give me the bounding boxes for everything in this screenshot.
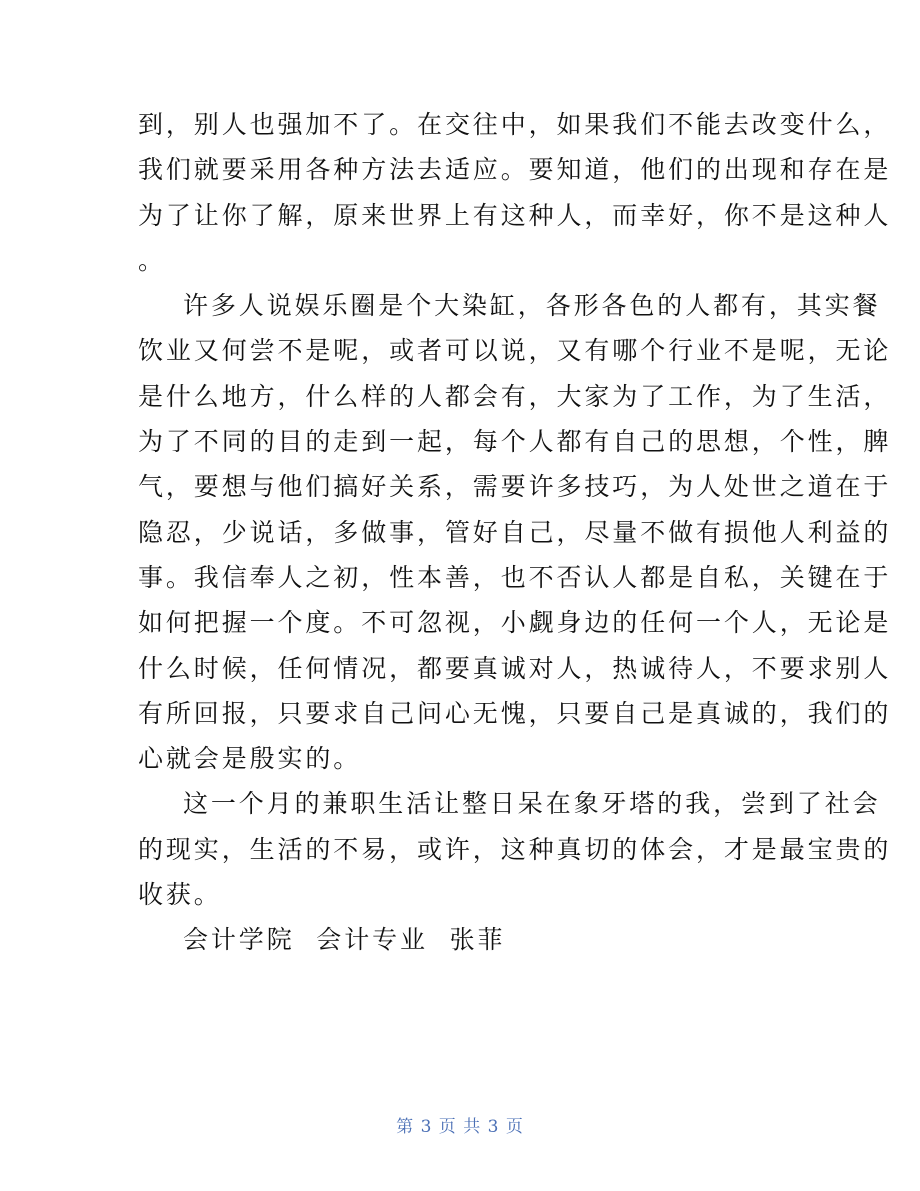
document-body bbox=[138, 102, 892, 963]
page-number-footer: 第 3 页 共 3 页 bbox=[396, 1117, 524, 1137]
text-line: 饮业又何尝不是呢，或者可以说，又有哪个行业不是呢，无论 bbox=[138, 336, 892, 366]
text-line: 为了不同的目的走到一起，每个人都有自己的思想，个性，脾 bbox=[138, 427, 892, 457]
text-line: 隐忍，少说话，多做事，管好自己，尽量不做有损他人利益的 bbox=[138, 517, 892, 547]
author-signature: 会计学院 会计专业 张菲 bbox=[183, 925, 506, 955]
paragraph-first-line: 这一个月的兼职生活让整日呆在象牙塔的我，尝到了社会 bbox=[183, 789, 881, 819]
text-line: 有所回报，只要求自己问心无愧，只要自己是真诚的，我们的 bbox=[138, 698, 892, 728]
text-line: 到，别人也强加不了。在交往中，如果我们不能去改变什么， bbox=[138, 110, 892, 139]
paragraph-first-line: 许多人说娱乐圈是个大染缸，各形各色的人都有，其实餐 bbox=[183, 291, 881, 321]
text-line: 收获。 bbox=[138, 880, 222, 910]
text-line: 的现实，生活的不易，或许，这种真切的体会，才是最宝贵的 bbox=[138, 834, 892, 864]
text-line: 心就会是殷实的。 bbox=[138, 744, 362, 774]
text-line: 气，要想与他们搞好关系，需要许多技巧，为人处世之道在于 bbox=[138, 472, 892, 502]
text-line: 什么时候，任何情况，都要真诚对人，热诚待人，不要求别人 bbox=[138, 653, 892, 683]
text-line: 。 bbox=[138, 245, 166, 275]
text-line: 是什么地方，什么样的人都会有，大家为了工作，为了生活， bbox=[138, 381, 892, 411]
text-line: 如何把握一个度。不可忽视，小觑身边的任何一个人，无论是 bbox=[138, 608, 892, 638]
text-line: 为了让你了解，原来世界上有这种人，而幸好，你不是这种人 bbox=[138, 200, 892, 230]
text-line: 我们就要采用各种方法去适应。要知道，他们的出现和存在是 bbox=[138, 155, 892, 185]
text-line: 事。我信奉人之初，性本善，也不否认人都是自私，关键在于 bbox=[138, 562, 892, 592]
